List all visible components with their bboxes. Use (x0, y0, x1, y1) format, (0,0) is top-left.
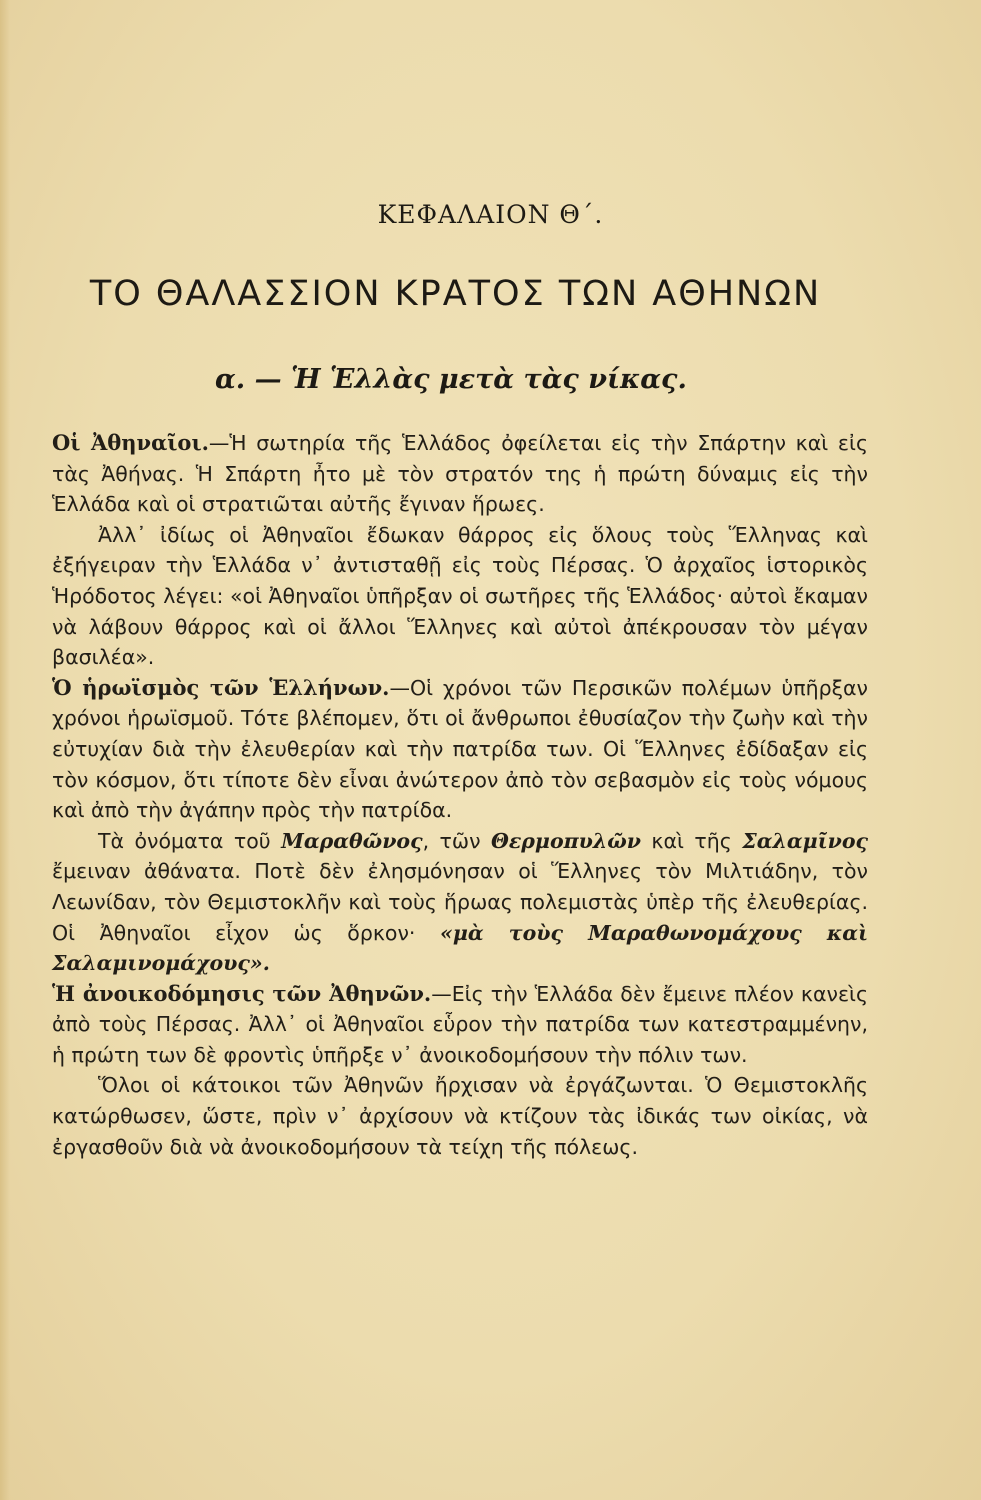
paragraph-heroism (52, 673, 868, 826)
paragraph-text: —Οἱ χρόνοι τῶν Περσικῶν πολέμων ὑπῆρξαν χρόνοι ἡρωϊσμοῦ. Τότε βλέπομεν, ὅτι οἱ ἄνθρωποι ἐθυσίαζον τὴν ζωὴν καὶ τὴν εὐτυχίαν διὰ τὴν ἐλευθερίαν καὶ τὴν πατρίδα των. Οἱ Ἕλληνες ἐδίδαξαν εἰς τὸν κόσμον, ὅτι τίποτε δὲν εἶναι ἀνώτερον ἀπὸ τὸν σεβασμὸν εἰς τοὺς νόμους καὶ ἀπὸ τὴν ἀγάπην πρὸς τὴν πατρίδα. (52, 675, 868, 823)
paragraph-names (52, 826, 868, 979)
paragraph-lead: Ἡ ἀνοικοδόμησις τῶν Ἀθηνῶν. (52, 980, 432, 1006)
paragraph-text: Ἀλλ᾽ ἰδίως οἱ Ἀθηναῖοι ἔδωκαν θάρρος εἰς ὅλους τοὺς Ἕλληνας καὶ ἐξήγειραν τὴν Ἑλλάδα ν᾽ ἀντισταθῇ εἰς τοὺς Πέρσας. Ὁ ἀρχαῖος ἱστορικὸς Ἡρόδοτος λέγει: «οἱ Ἀθηναῖοι ὑπῆρξαν οἱ σωτῆρες τῆς Ἑλλάδος· αὐτοὶ ἔκαμαν νὰ λάβουν θάρρος καὶ οἱ ἄλλοι Ἕλληνες καὶ αὐτοὶ ἀπέκρουσαν τὸν μέγαν βασιλέα». (52, 522, 869, 670)
paragraph-text: Ὅλοι οἱ κάτοικοι τῶν Ἀθηνῶν ἤρχισαν νὰ ἐργάζωνται. Ὁ Θεμιστοκλῆς κατώρθωσεν, ὥστε, πρὶν ν᾽ ἀρχίσουν νὰ κτίζουν τὰς ἰδικάς των οἰκίας, νὰ ἐργασθοῦν διὰ νὰ ἀνοικοδομήσουν τὰ τείχη τῆς πόλεως. (52, 1073, 868, 1159)
paragraph-text: καὶ τῆς (640, 828, 743, 853)
emphasis-thermopylae: Θερμοπυλῶν (490, 828, 641, 853)
emphasis-salamis: Σαλαμῖνος (742, 828, 868, 853)
emphasis-oath: «μὰ τοὺς Μαραθωνομάχους καὶ Σαλαμινομάχους». (52, 920, 868, 976)
section-heading: α. — Ἡ Ἑλλὰς μετὰ τὰς νίκας. (215, 364, 687, 395)
paragraph-athenians (52, 428, 868, 520)
chapter-title: ΤΟ ΘΑΛΑΣΣΙΟΝ ΚΡΑΤΟΣ ΤΩΝ ΑΘΗΝΩΝ (89, 274, 822, 314)
paragraph-walls (52, 1070, 868, 1162)
paragraph-courage (52, 520, 868, 673)
chapter-label: ΚΕΦΑΛΑΙΟΝ Θ΄. (377, 200, 604, 229)
paragraph-text: —Εἰς τὴν Ἑλλάδα δὲν ἔμεινε πλέον κανεὶς ἀπὸ τοὺς Πέρσας. Ἀλλ᾽ οἱ Ἀθηναῖοι εὗρον τὴν πατρίδα των κατεστραμμένην, ἡ πρώτη των δὲ φροντὶς ὑπῆρξε ν᾽ ἀνοικοδομήσουν τὴν πόλιν των. (52, 981, 868, 1067)
paragraph-text: —Ἡ σωτηρία τῆς Ἑλλάδος ὀφείλεται εἰς τὴν Σπάρτην καὶ εἰς τὰς Ἀθήνας. Ἡ Σπάρτη ἦτο μὲ τὸν στρατόν της ἡ πρώτη δύναμις εἰς τὴν Ἑλλάδα καὶ οἱ στρατιῶται αὐτῆς ἔγιναν ἥρωες. (52, 431, 868, 517)
paragraph-text: Τὰ ὀνόματα τοῦ (98, 828, 282, 853)
paragraph-text: ἔμειναν ἀθάνατα. Ποτὲ δὲν ἐλησμόνησαν οἱ Ἕλληνες τὸν Μιλτιάδην, τὸν Λεωνίδαν, τὸν Θεμιστοκλῆν καὶ τοὺς ἥρωας πολεμιστὰς ὑπὲρ τῆς ἐλευθερίας. Οἱ Ἀθηναῖοι εἶχον ὡς ὅρκον· (52, 859, 868, 945)
emphasis-marathon: Μαραθῶνος (281, 828, 423, 853)
body-text (52, 428, 868, 1162)
paragraph-rebuilding (52, 979, 868, 1071)
paragraph-lead: Οἱ Ἀθηναῖοι. (52, 430, 209, 455)
paragraph-lead: Ὁ ἡρωϊσμὸς τῶν Ἑλλήνων. (52, 674, 390, 700)
paragraph-text: , τῶν (422, 828, 491, 853)
